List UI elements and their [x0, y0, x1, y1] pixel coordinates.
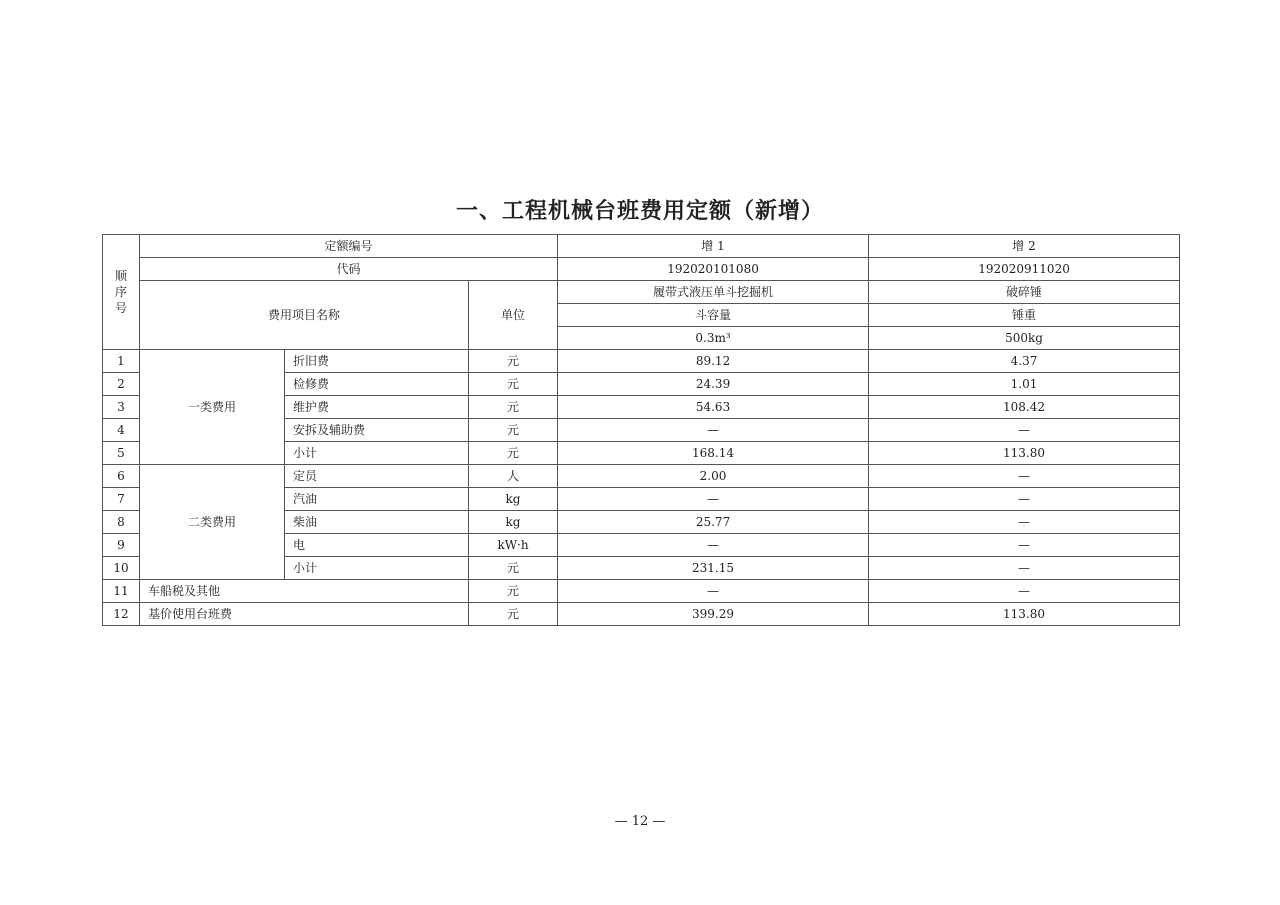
- machine2-spec-label: 锤重: [869, 304, 1180, 327]
- machine2-quota-no: 增 2: [869, 235, 1180, 258]
- row-value-machine2: —: [869, 419, 1180, 442]
- row-item-name: 小计: [285, 442, 469, 465]
- row-unit: kW·h: [469, 534, 558, 557]
- row-unit: kg: [469, 511, 558, 534]
- unit-label: 单位: [469, 281, 558, 350]
- row-value-machine2: —: [869, 465, 1180, 488]
- row-item-name: 柴油: [285, 511, 469, 534]
- machine1-name: 履带式液压单斗挖掘机: [558, 281, 869, 304]
- row-unit: 元: [469, 442, 558, 465]
- machine1-code: 192020101080: [558, 258, 869, 281]
- table-row: [103, 465, 1180, 488]
- row-value-machine1: —: [558, 534, 869, 557]
- row-value-machine2: —: [869, 488, 1180, 511]
- row-value-machine2: —: [869, 557, 1180, 580]
- seq-header: [103, 235, 140, 350]
- row-value-machine2: 4.37: [869, 350, 1180, 373]
- row-value-machine1: —: [558, 419, 869, 442]
- row-item-name: 维护费: [285, 396, 469, 419]
- row-item-name: 检修费: [285, 373, 469, 396]
- row-value-machine1: 168.14: [558, 442, 869, 465]
- row-seq: 7: [103, 488, 140, 511]
- row-seq: 11: [103, 580, 140, 603]
- row-seq: 4: [103, 419, 140, 442]
- row-item-name: 基价使用台班费: [140, 603, 469, 626]
- row-seq: 5: [103, 442, 140, 465]
- row-value-machine1: —: [558, 580, 869, 603]
- row-unit: 元: [469, 419, 558, 442]
- row-item-name: 电: [285, 534, 469, 557]
- row-seq: 9: [103, 534, 140, 557]
- page-title: 一、工程机械台班费用定额（新增）: [455, 199, 824, 224]
- row-value-machine2: 108.42: [869, 396, 1180, 419]
- row-seq: 12: [103, 603, 140, 626]
- row-value-machine1: 89.12: [558, 350, 869, 373]
- row-value-machine1: —: [558, 488, 869, 511]
- row-unit: 元: [469, 603, 558, 626]
- header-row-name: [103, 281, 1180, 304]
- header-row-code: [103, 258, 1180, 281]
- machine1-spec-value: 0.3m³: [558, 327, 869, 350]
- row-unit: 元: [469, 396, 558, 419]
- table-row: [103, 603, 1180, 626]
- row-value-machine2: 1.01: [869, 373, 1180, 396]
- row-unit: 元: [469, 557, 558, 580]
- row-unit: 人: [469, 465, 558, 488]
- row-seq: 6: [103, 465, 140, 488]
- machine-quota-table: [102, 234, 1180, 626]
- row-item-name: 安拆及辅助费: [285, 419, 469, 442]
- row-value-machine1: 25.77: [558, 511, 869, 534]
- row-value-machine1: 399.29: [558, 603, 869, 626]
- machine1-spec-label: 斗容量: [558, 304, 869, 327]
- row-item-name: 汽油: [285, 488, 469, 511]
- item-name-label: 费用项目名称: [140, 281, 469, 350]
- row-value-machine1: 54.63: [558, 396, 869, 419]
- row-unit: 元: [469, 580, 558, 603]
- machine2-name: 破碎锤: [869, 281, 1180, 304]
- row-value-machine2: —: [869, 511, 1180, 534]
- machine2-spec-value: 500kg: [869, 327, 1180, 350]
- row-value-machine2: 113.80: [869, 442, 1180, 465]
- row-unit: 元: [469, 373, 558, 396]
- row-seq: 2: [103, 373, 140, 396]
- table-row: [103, 580, 1180, 603]
- row-value-machine1: 24.39: [558, 373, 869, 396]
- row-seq: 3: [103, 396, 140, 419]
- row-item-name: 折旧费: [285, 350, 469, 373]
- table-row: [103, 350, 1180, 373]
- group-class2: 二类费用: [140, 465, 285, 580]
- quota-no-label: 定额编号: [140, 235, 558, 258]
- seq-header-label: 顺序号: [114, 269, 127, 315]
- machine2-code: 192020911020: [869, 258, 1180, 281]
- row-value-machine1: 2.00: [558, 465, 869, 488]
- row-value-machine1: 231.15: [558, 557, 869, 580]
- group-class1: 一类费用: [140, 350, 285, 465]
- row-seq: 8: [103, 511, 140, 534]
- row-value-machine2: —: [869, 580, 1180, 603]
- page-number: — 12 —: [614, 814, 666, 829]
- header-row-quota-no: [103, 235, 1180, 258]
- row-unit: kg: [469, 488, 558, 511]
- row-item-name: 定员: [285, 465, 469, 488]
- row-item-name: 小计: [285, 557, 469, 580]
- row-unit: 元: [469, 350, 558, 373]
- row-seq: 10: [103, 557, 140, 580]
- row-value-machine2: —: [869, 534, 1180, 557]
- code-label: 代码: [140, 258, 558, 281]
- machine1-quota-no: 增 1: [558, 235, 869, 258]
- row-value-machine2: 113.80: [869, 603, 1180, 626]
- row-item-name: 车船税及其他: [140, 580, 469, 603]
- row-seq: 1: [103, 350, 140, 373]
